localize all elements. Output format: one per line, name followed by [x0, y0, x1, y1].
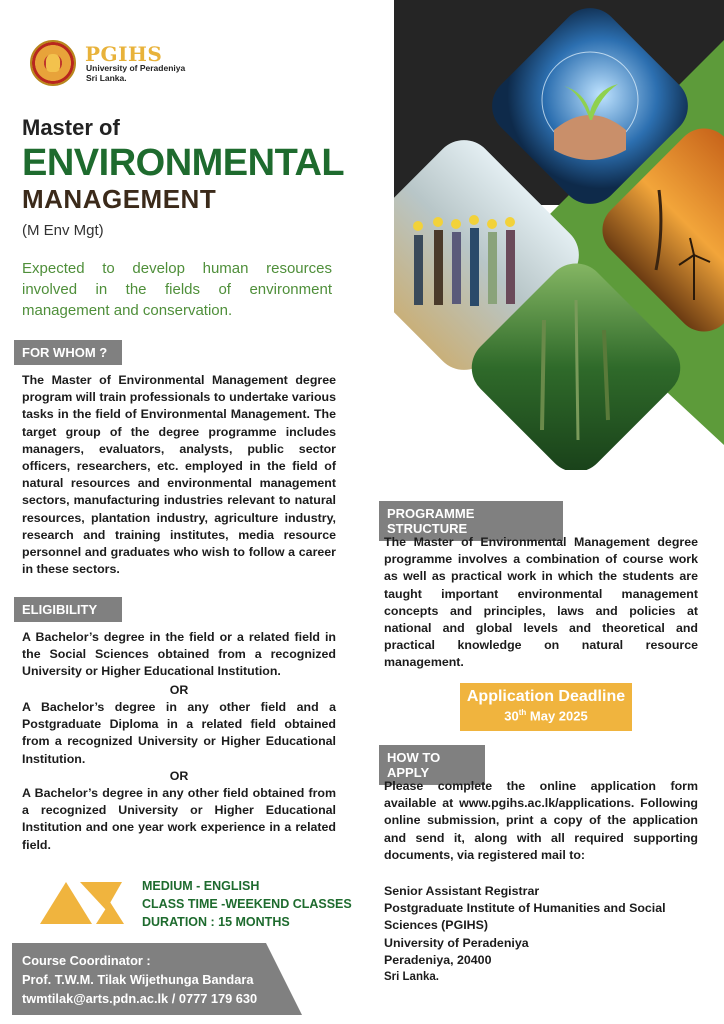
eligibility-option-1: A Bachelor’s degree in the field or a related field in the Social Sciences obtained from a recognized University or Higher Educational Institution.	[22, 630, 336, 679]
mailing-address	[384, 883, 698, 986]
brand-country: Sri Lanka.	[86, 73, 127, 83]
hero-collage	[394, 0, 724, 470]
brand-university: University of Peradeniya	[86, 63, 186, 73]
deadline-title: Application Deadline	[466, 688, 626, 705]
title-line-1: Master of	[22, 115, 120, 140]
coordinator-label: Course Coordinator :	[22, 953, 151, 968]
chevron-logo-icon	[40, 880, 124, 926]
how-to-apply-text: Please complete the online application form available at www.pgihs.ac.lk/applications. Following online submission, print a copy of the application and send it, along with all required supporting documents, via registered mail to:	[384, 779, 698, 862]
coordinator-contact: twmtilak@arts.pdn.ac.lk / 0777 179 630	[22, 991, 258, 1006]
coordinator-name: Prof. T.W.M. Tilak Wijethunga Bandara	[22, 972, 254, 987]
deadline-day: 30	[504, 708, 519, 724]
programme-structure-text: The Master of Environmental Management degree programme involves a combination of course work as well as practical work in which the students are taught important environmental management concepts and principles, laws and policies at national and global levels and theoretical and practical knowledge on natural resource management.	[384, 535, 698, 670]
eligibility-or-1: OR	[169, 683, 189, 697]
application-deadline-badge	[460, 683, 632, 731]
eligibility-heading: ELIGIBILITY	[14, 597, 122, 622]
deadline-day-suffix: th	[518, 708, 527, 717]
title-line-2: ENVIRONMENTAL	[22, 142, 345, 184]
address-line: University of Peradeniya	[384, 935, 529, 950]
how-to-apply-heading: HOW TO APPLY	[379, 745, 485, 785]
medium-line: MEDIUM - ENGLISH	[142, 879, 260, 893]
address-line: Sri Lanka.	[384, 971, 439, 984]
address-line: Senior Assistant Registrar	[384, 884, 540, 898]
brand-name: PGIHS	[85, 42, 163, 66]
address-line: Peradeniya, 20400	[384, 952, 492, 967]
tagline: Expected to develop human resources involved in the fields of environment management and conservation.	[22, 260, 332, 319]
title-line-3: MANAGEMENT	[22, 184, 217, 214]
eligibility-or-2: OR	[169, 769, 189, 783]
programme-details	[142, 877, 352, 931]
university-seal-logo	[30, 40, 76, 86]
for-whom-heading: FOR WHOM ?	[14, 340, 122, 365]
programme-structure-heading: PROGRAMME STRUCTURE	[379, 501, 563, 541]
class-time-line: CLASS TIME -WEEKEND CLASSES	[142, 897, 352, 911]
deadline-date	[460, 708, 632, 723]
address-line: Postgraduate Institute of Humanities and Social Sciences (PGIHS)	[384, 901, 666, 933]
title-abbreviation: (M Env Mgt)	[22, 222, 104, 239]
coordinator-info	[22, 951, 257, 1008]
brand-subtitle	[86, 63, 185, 83]
for-whom-text: The Master of Environmental Management degree program will train professionals to undertake various tasks in the field of Environmental Management. The target group of the degree programme includes managers, evaluators, analysts, public sector officers, researchers, etc. employed in the field of natural resources and environmental management sectors, manufacturing industries relevant to natural resources, plantation industry, agriculture industry, research and training institutes, media resource personnel and graduates who wish to follow a career in these sectors.	[22, 373, 336, 577]
eligibility-option-2: A Bachelor’s degree in any other field and a Postgraduate Diploma in a related field obtained from a recognized University or Higher Educational Institution.	[22, 700, 336, 766]
deadline-month-year: May 2025	[526, 708, 588, 724]
eligibility-option-3: A Bachelor’s degree in any other field obtained from a recognized University or Higher Educational Institution and one year work experience in a related field.	[22, 786, 336, 852]
duration-line: DURATION : 15 MONTHS	[142, 915, 290, 929]
